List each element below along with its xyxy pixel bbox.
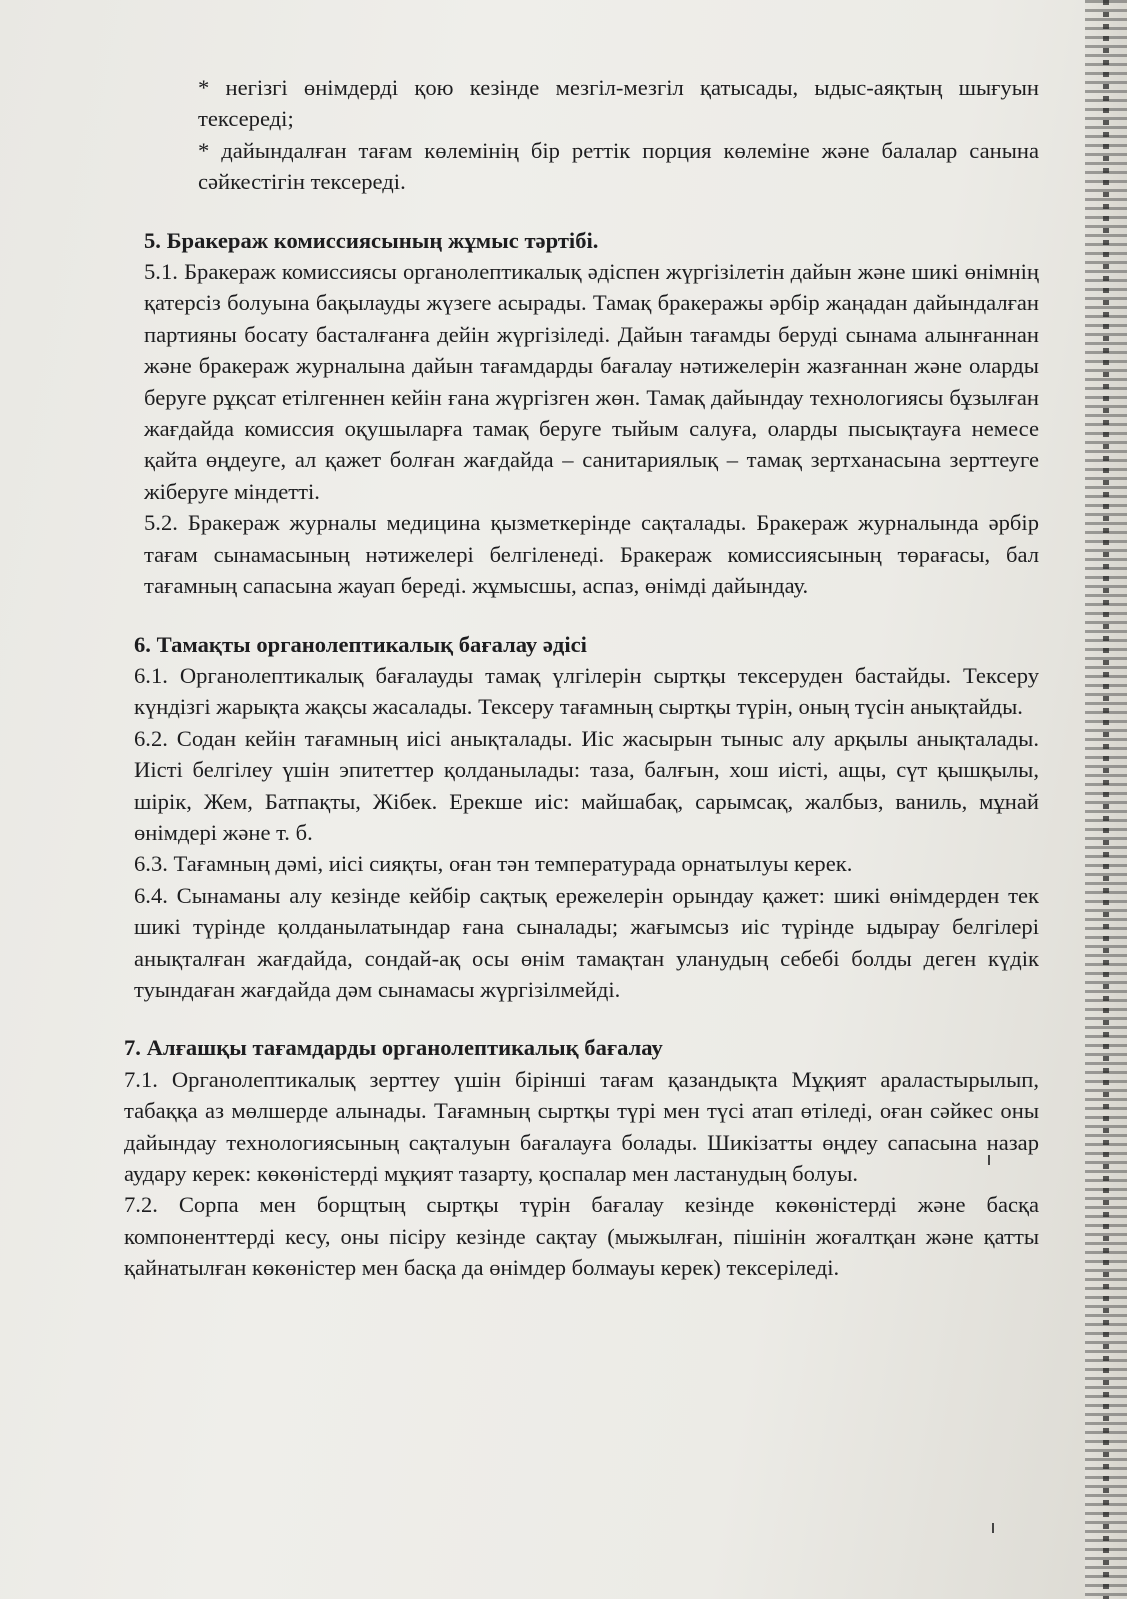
bullet-item: * негізгі өнімдерді қою кезінде мезгіл-мезгіл қатысады, ыдыс-аяқтың шығуын тексереді; xyxy=(198,75,1039,132)
pen-mark xyxy=(992,1523,994,1533)
section-7 xyxy=(124,1032,1039,1283)
paragraph: 6.3. Тағамның дәмі, иісі сияқты, оған тән температурада орнатылуы керек. xyxy=(134,851,853,877)
section-5 xyxy=(124,225,1039,602)
document-body xyxy=(124,72,1039,1284)
paragraph: 7.2. Сорпа мен борщтың сыртқы түрін бағалау кезінде көкөністерді және басқа компоненттерді кесу, оны пісіру кезінде сақтау (мыжылған, пішінін жоғалтқан және қатты қайнатылған көкөністер мен басқа да өнімдер болмауы керек) тексеріледі. xyxy=(124,1192,1039,1281)
bullet-list xyxy=(124,72,1039,198)
paragraph: 6.2. Содан кейін тағамның иісі анықталады. Иіс жасырын тыныс алу арқылы анықталады. Иісті белгілеу үшін эпитеттер қолданылады: таза, балғын, хош иісті, ащы, сүт қышқылы, шірік, Жем, Батпақты, Жібек. Ерекше иіс: майшабақ, сарымсақ, жалбыз, ваниль, мұнай өнімдері және т. б. xyxy=(134,725,1039,845)
binding-holes xyxy=(1103,0,1109,1599)
paragraph: 7.1. Органолептикалық зерттеу үшін бірінші тағам қазандықта Мұқият араластырылып, табаққа аз мөлшерде алынады. Тағамның сыртқы түрі мен түсі атап өтіледі, оған сәйкес оны дайындау технологиясының сақталуын бағалауға болады. Шикізатты өңдеу сапасына назар аудару керек: көкөністерді мұқият тазарту, қоспалар мен ластанудың болуы. xyxy=(124,1066,1039,1186)
paragraph: 5.1. Бракераж комиссиясы органолептикалық әдіспен жүргізілетін дайын және шикі өнімнің қатерсіз болуына бақылауды жүзеге асырады. Тамақ бракеражы әрбір жаңадан дайындалған партияны босату басталғанға дейін жүргізіледі. Дайын тағамды беруді сынама алынғаннан және бракераж журналына дайын тағамдарды бағалау нәтижелерін жазғаннан және оларды беруге рұқсат етілгеннен кейін ғана жүргізген жөн. Тамақ дайындау технологиясы бұзылған жағдайда комиссия оқушыларға тамақ беруге тыйым салуға, оларды пысықтауға немесе қайта өңдеуге, ал қажет болған жағдайда – санитариялық – тамақ зертханасына зерттеуге жіберуге міндетті. xyxy=(144,259,1039,504)
bullet-item: * дайындалған тағам көлемінің бір реттік порция көлеміне және балалар санына сәйкестігін тексереді. xyxy=(198,137,1039,195)
section-6 xyxy=(124,629,1039,1006)
section-heading: 5. Бракераж комиссиясының жұмыс тәртібі. xyxy=(144,227,599,253)
paragraph: 6.4. Сынаманы алу кезінде кейбір сақтық ережелерін орындау қажет: шикі өнімдерден тек шикі түрінде қолданылатындар ғана сыналады; жағымсыз иіс түрінде ыдырау белгілері анықталған жағдайда, сондай-ақ осы өнім тамақтан уланудың себебі болды деген күдік туындаған жағдайда дәм сынамасы жүргізілмейді. xyxy=(134,882,1039,1002)
paragraph: 5.2. Бракераж журналы медицина қызметкерінде сақталады. Бракераж журналында әрбір тағам сынамасының нәтижелері белгіленеді. Бракераж комиссиясының төрағасы, бал тағамның сапасына жауап береді. жұмысшы, аспаз, өнімді дайындау. xyxy=(144,510,1039,599)
section-heading: 7. Алғашқы тағамдарды органолептикалық бағалау xyxy=(124,1035,663,1061)
paragraph: 6.1. Органолептикалық бағалауды тамақ үлгілерін сыртқы тексеруден бастайды. Тексеру күндізгі жарықта жақсы жасалады. Тексеру тағамның сыртқы түрін, оның түсін анықтайды. xyxy=(134,662,1039,720)
pen-mark xyxy=(988,1155,990,1165)
section-heading: 6. Тамақты органолептикалық бағалау әдісі xyxy=(134,631,587,657)
